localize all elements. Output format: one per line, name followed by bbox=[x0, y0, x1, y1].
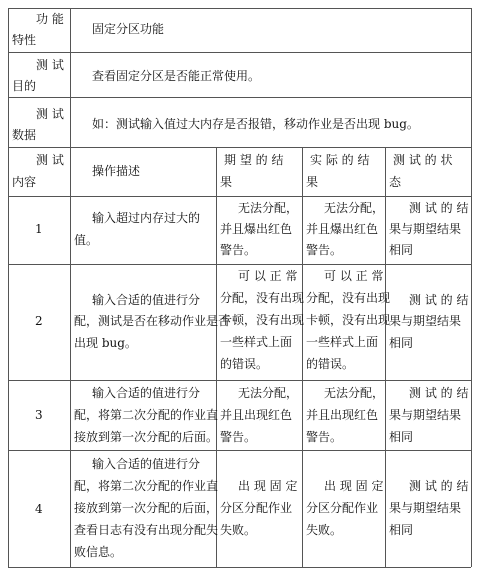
case-status: 测 试 的 结 bbox=[409, 201, 469, 215]
case-expected: 出 现 固 定 bbox=[238, 479, 298, 493]
header-status: 测 试 的 状 bbox=[393, 153, 453, 167]
table-rule bbox=[8, 52, 471, 53]
case-actual: 一些样式上面 bbox=[306, 335, 379, 349]
case-id: 1 bbox=[35, 222, 43, 236]
case-actual: 并且爆出红色 bbox=[306, 222, 379, 236]
case-expected: 并且爆出红色 bbox=[220, 222, 293, 236]
table-rule bbox=[70, 8, 71, 567]
case-operation: 配，将第二次分配的作业直 bbox=[74, 408, 219, 422]
case-status: 测 试 的 结 bbox=[409, 479, 469, 493]
header-actual: 实 际 的 结 bbox=[310, 153, 370, 167]
table-rule bbox=[8, 8, 9, 567]
purpose-label: 目的 bbox=[12, 79, 37, 93]
case-expected: 分配，没有出现 bbox=[220, 291, 305, 305]
data-value: 如：测试输入值过大内存是否报错，移动作业是否出现 bug。 bbox=[92, 117, 419, 131]
header-actual: 果 bbox=[306, 175, 319, 189]
case-expected: 分区分配作业 bbox=[220, 501, 293, 515]
header-expected: 期 望 的 结 bbox=[224, 153, 284, 167]
case-actual: 分配，没有出现 bbox=[306, 291, 391, 305]
case-operation: 输入超过内存过大的 bbox=[92, 211, 201, 225]
feature-value: 固定分区功能 bbox=[92, 22, 165, 36]
case-status: 果与期望结果 bbox=[389, 314, 462, 328]
header-status: 态 bbox=[389, 175, 402, 189]
case-status: 果与期望结果 bbox=[389, 408, 462, 422]
case-expected: 并且出现红色 bbox=[220, 408, 293, 422]
table-rule bbox=[8, 97, 471, 98]
content-label: 内容 bbox=[12, 175, 37, 189]
case-status: 果与期望结果 bbox=[389, 222, 462, 236]
data-label: 测 试 bbox=[36, 107, 64, 121]
case-status: 果与期望结果 bbox=[389, 501, 462, 515]
case-operation: 接放到第一次分配的后面。 bbox=[74, 430, 219, 444]
case-expected: 一些样式上面 bbox=[220, 335, 293, 349]
case-actual: 失败。 bbox=[306, 523, 343, 537]
case-status: 相同 bbox=[389, 523, 414, 537]
case-operation: 接放到第一次分配的后面， bbox=[74, 501, 219, 515]
case-expected: 无法分配， bbox=[238, 386, 299, 400]
case-actual: 的错误。 bbox=[306, 357, 355, 371]
case-expected: 卡顿，没有出现 bbox=[220, 313, 305, 327]
case-expected: 无法分配， bbox=[238, 201, 299, 215]
case-actual: 无法分配， bbox=[324, 201, 385, 215]
purpose-label: 测 试 bbox=[36, 58, 64, 72]
case-operation: 配，将第二次分配的作业直 bbox=[74, 479, 219, 493]
case-operation: 值。 bbox=[74, 233, 99, 247]
case-id: 4 bbox=[35, 502, 43, 516]
case-actual: 可 以 正 常 bbox=[324, 269, 384, 283]
case-expected: 警告。 bbox=[220, 430, 257, 444]
feature-label: 特性 bbox=[12, 33, 37, 47]
case-status: 测 试 的 结 bbox=[409, 293, 469, 307]
header-operation: 操作描述 bbox=[92, 164, 141, 178]
case-expected: 警告。 bbox=[220, 243, 257, 257]
table-rule bbox=[8, 147, 471, 148]
case-id: 3 bbox=[35, 408, 43, 422]
case-expected: 可 以 正 常 bbox=[238, 269, 298, 283]
case-actual: 出 现 固 定 bbox=[324, 479, 384, 493]
case-actual: 并且出现红色 bbox=[306, 408, 379, 422]
data-label: 数据 bbox=[12, 128, 37, 142]
case-operation: 败信息。 bbox=[74, 545, 123, 559]
case-operation: 配，测试是否在移动作业是否 bbox=[74, 314, 231, 328]
case-actual: 警告。 bbox=[306, 243, 343, 257]
case-operation: 出现 bug。 bbox=[74, 336, 137, 350]
purpose-value: 查看固定分区是否能正常使用。 bbox=[92, 69, 261, 83]
case-status: 相同 bbox=[389, 430, 414, 444]
case-id: 2 bbox=[35, 314, 43, 328]
table-rule bbox=[471, 8, 472, 567]
case-status: 相同 bbox=[389, 243, 414, 257]
case-expected: 的错误。 bbox=[220, 357, 269, 371]
case-operation: 输入合适的值进行分 bbox=[92, 293, 201, 307]
table-rule bbox=[8, 567, 471, 568]
table-rule bbox=[385, 147, 386, 567]
table-rule bbox=[8, 380, 471, 381]
feature-label: 功 能 bbox=[36, 12, 64, 26]
case-actual: 警告。 bbox=[306, 430, 343, 444]
table-rule bbox=[8, 264, 471, 265]
case-expected: 失败。 bbox=[220, 523, 257, 537]
table-rule bbox=[8, 450, 471, 451]
case-status: 测 试 的 结 bbox=[409, 386, 469, 400]
table-rule bbox=[8, 196, 471, 197]
case-operation: 输入合适的值进行分 bbox=[92, 457, 201, 471]
case-actual: 分区分配作业 bbox=[306, 501, 379, 515]
case-operation: 查看日志有没有出现分配失 bbox=[74, 523, 219, 537]
case-actual: 卡顿，没有出现 bbox=[306, 313, 391, 327]
header-expected: 果 bbox=[220, 175, 233, 189]
case-status: 相同 bbox=[389, 336, 414, 350]
content-label: 测 试 bbox=[36, 153, 64, 167]
table-rule bbox=[8, 8, 471, 9]
case-actual: 无法分配， bbox=[324, 386, 385, 400]
case-operation: 输入合适的值进行分 bbox=[92, 386, 201, 400]
table-rule bbox=[302, 147, 303, 567]
